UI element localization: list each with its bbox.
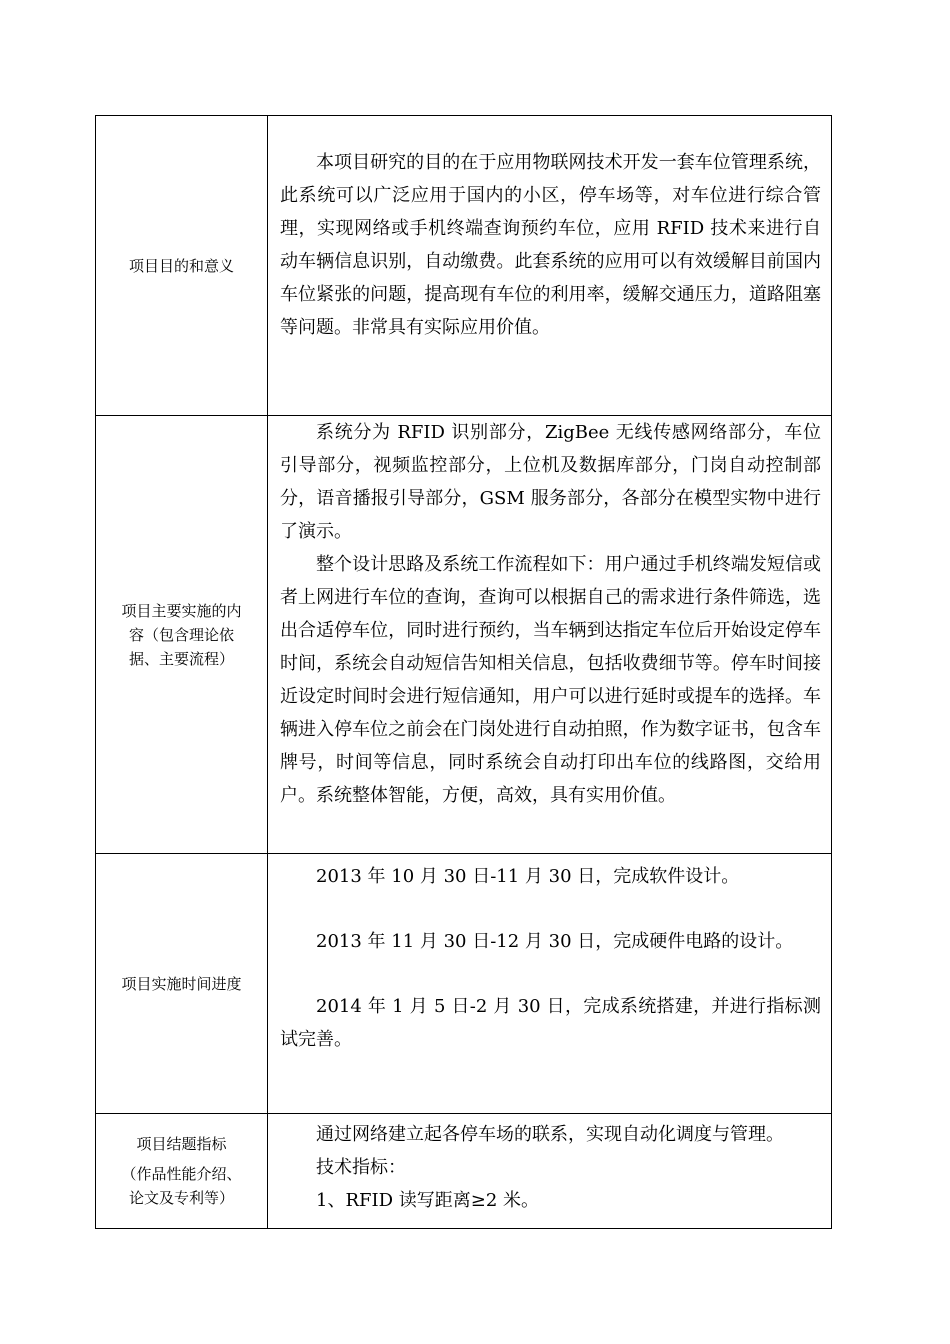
row-indicators bbox=[96, 1114, 832, 1229]
indicator-line-2: 技术指标： bbox=[316, 1157, 406, 1178]
label-indicators-sub-1: （作品性能介绍、 bbox=[121, 1165, 242, 1183]
project-form-table bbox=[95, 115, 832, 1229]
purpose-paragraph: 本项目研究的目的在于应用物联网技术开发一套车位管理系统，此系统可以广泛应用于国内的小区，停车场等，对车位进行综合管理，实现网络或手机终端查询预约车位，应用 RFID 技术来进行自动车辆信息识别，自动缴费。此套系统的应用可以有效缓解目前国内车位紧张的问题，提高现有车位的利用率，缓解交通压力，道路阻塞等问题。非常具有实际应用价值。 bbox=[280, 152, 821, 338]
label-indicators bbox=[96, 1114, 268, 1229]
label-purpose: 项目目的和意义 bbox=[96, 116, 268, 416]
row-schedule bbox=[96, 854, 832, 1114]
content-paragraph-2: 整个设计思路及系统工作流程如下：用户通过手机终端发短信或者上网进行车位的查询，查询可以根据自己的需求进行条件筛选，选出合适停车位，同时进行预约，当车辆到达指定车位后开始设定停车时间，系统会自动短信告知相关信息，包括收费细节等。停车时间接近设定时间时会进行短信通知，用户可以进行延时或提车的选择。车辆进入停车位之前会在门岗处进行自动拍照，作为数字证书，包含车牌号，时间等信息，同时系统会自动打印出车位的线路图，交给用户。系统整体智能，方便，高效，具有实用价值。 bbox=[280, 554, 821, 806]
content-indicators bbox=[268, 1114, 832, 1229]
content-schedule bbox=[268, 854, 832, 1114]
row-purpose bbox=[96, 116, 832, 416]
content-paragraph-1: 系统分为 RFID 识别部分，ZigBee 无线传感网络部分，车位引导部分，视频监控部分，上位机及数据库部分，门岗自动控制部分，语音播报引导部分，GSM 服务部分，各部分在模型实物中进行了演示。 bbox=[280, 422, 821, 542]
label-content-line-1: 项目主要实施的内 bbox=[121, 601, 242, 620]
schedule-item-1: 2013 年 10 月 30 日-11 月 30 日，完成软件设计。 bbox=[316, 866, 740, 887]
label-indicators-title: 项目结题指标 bbox=[136, 1135, 227, 1153]
label-content-line-3: 据、主要流程） bbox=[128, 649, 234, 668]
schedule-item-3: 2014 年 1 月 5 日-2 月 30 日，完成系统搭建，并进行指标测试完善。 bbox=[280, 996, 821, 1050]
schedule-item-2: 2013 年 11 月 30 日-12 月 30 日，完成硬件电路的设计。 bbox=[316, 931, 794, 952]
label-schedule: 项目实施时间进度 bbox=[96, 854, 268, 1114]
indicator-line-1: 通过网络建立起各停车场的联系，实现自动化调度与管理。 bbox=[316, 1124, 784, 1145]
row-content bbox=[96, 416, 832, 854]
content-implementation bbox=[268, 416, 832, 854]
content-purpose bbox=[268, 116, 832, 416]
label-content bbox=[96, 416, 268, 854]
indicator-line-3: 1、RFID 读写距离≥2 米。 bbox=[316, 1190, 540, 1211]
label-content-line-2: 容（包含理论依 bbox=[128, 625, 234, 644]
label-indicators-sub-2: 论文及专利等） bbox=[128, 1189, 234, 1207]
